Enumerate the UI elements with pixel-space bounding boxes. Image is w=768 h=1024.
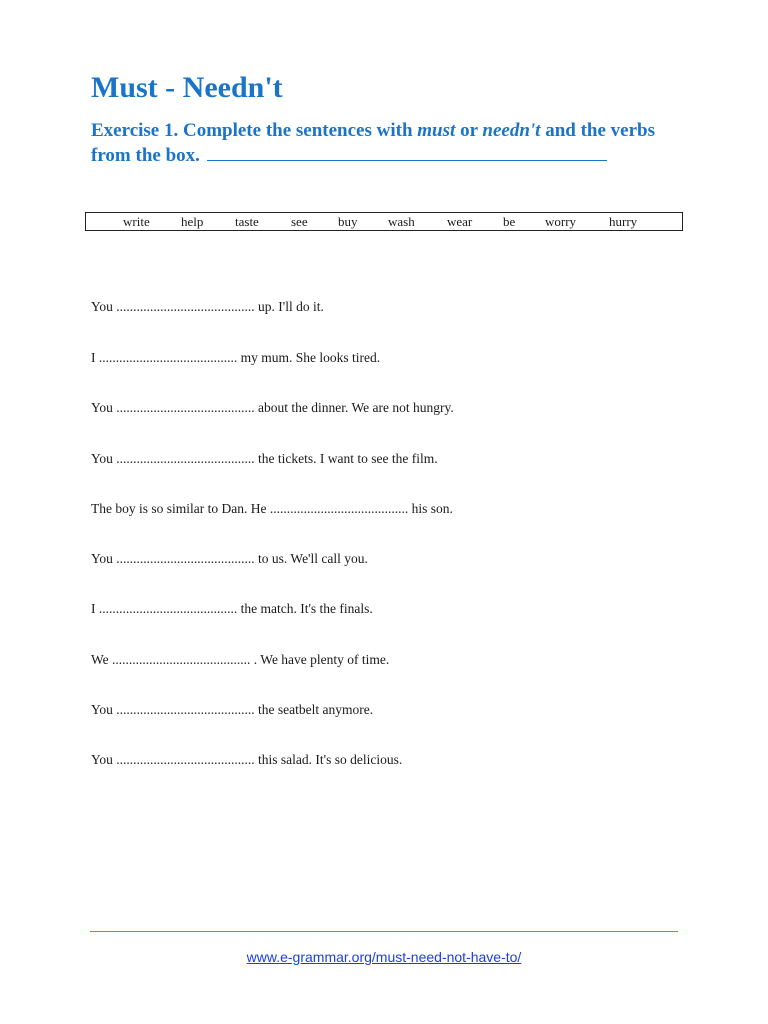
exercise-suffix: and the verbs from the box. (91, 120, 656, 166)
word-box-item: write (123, 214, 150, 229)
sentence-3: You ......................................... about the dinner. We are not hungry. (91, 400, 454, 415)
sentence-8: We ......................................... . We have plenty of time. (91, 652, 390, 667)
sentence-10: You ......................................... this salad. It's so delicious. (91, 752, 403, 767)
word-box-item: be (503, 214, 516, 229)
sentence-2: I ......................................... my mum. She looks tired. (91, 350, 381, 365)
word-box-item: worry (545, 214, 577, 229)
sentence-4: You ......................................... the tickets. I want to see the film. (91, 451, 438, 466)
sentence-6: You ......................................... to us. We'll call you. (91, 551, 368, 566)
name-blank-line (207, 143, 607, 161)
sentence-9: You ......................................... the seatbelt anymore. (91, 702, 374, 717)
exercise-word-neednt: needn't (482, 120, 541, 141)
exercise-middle: or (455, 120, 483, 141)
exercise-prefix: Exercise 1. Complete the sentences with (91, 120, 418, 141)
word-box-item: help (181, 214, 204, 229)
sentence-1: You ......................................... up. I'll do it. (91, 299, 324, 314)
word-box-item: buy (338, 214, 358, 229)
sentence-7: I ......................................... the match. It's the finals. (91, 601, 373, 616)
footer-website-link[interactable]: www.e-grammar.org/must-need-not-have-to/ (246, 949, 522, 965)
word-box-item: wash (388, 214, 415, 229)
exercise-word-must: must (417, 120, 456, 141)
exercise-instructions (91, 119, 691, 168)
word-box-item: see (291, 214, 308, 229)
word-box-item: wear (447, 214, 473, 229)
sentence-5: The boy is so similar to Dan. He ......................................... his son. (91, 501, 453, 516)
page-title: Must - Needn't (91, 71, 283, 104)
footer-divider (90, 931, 678, 932)
word-box-item: taste (235, 214, 259, 229)
word-box (85, 212, 683, 231)
word-box-item: hurry (609, 214, 638, 229)
